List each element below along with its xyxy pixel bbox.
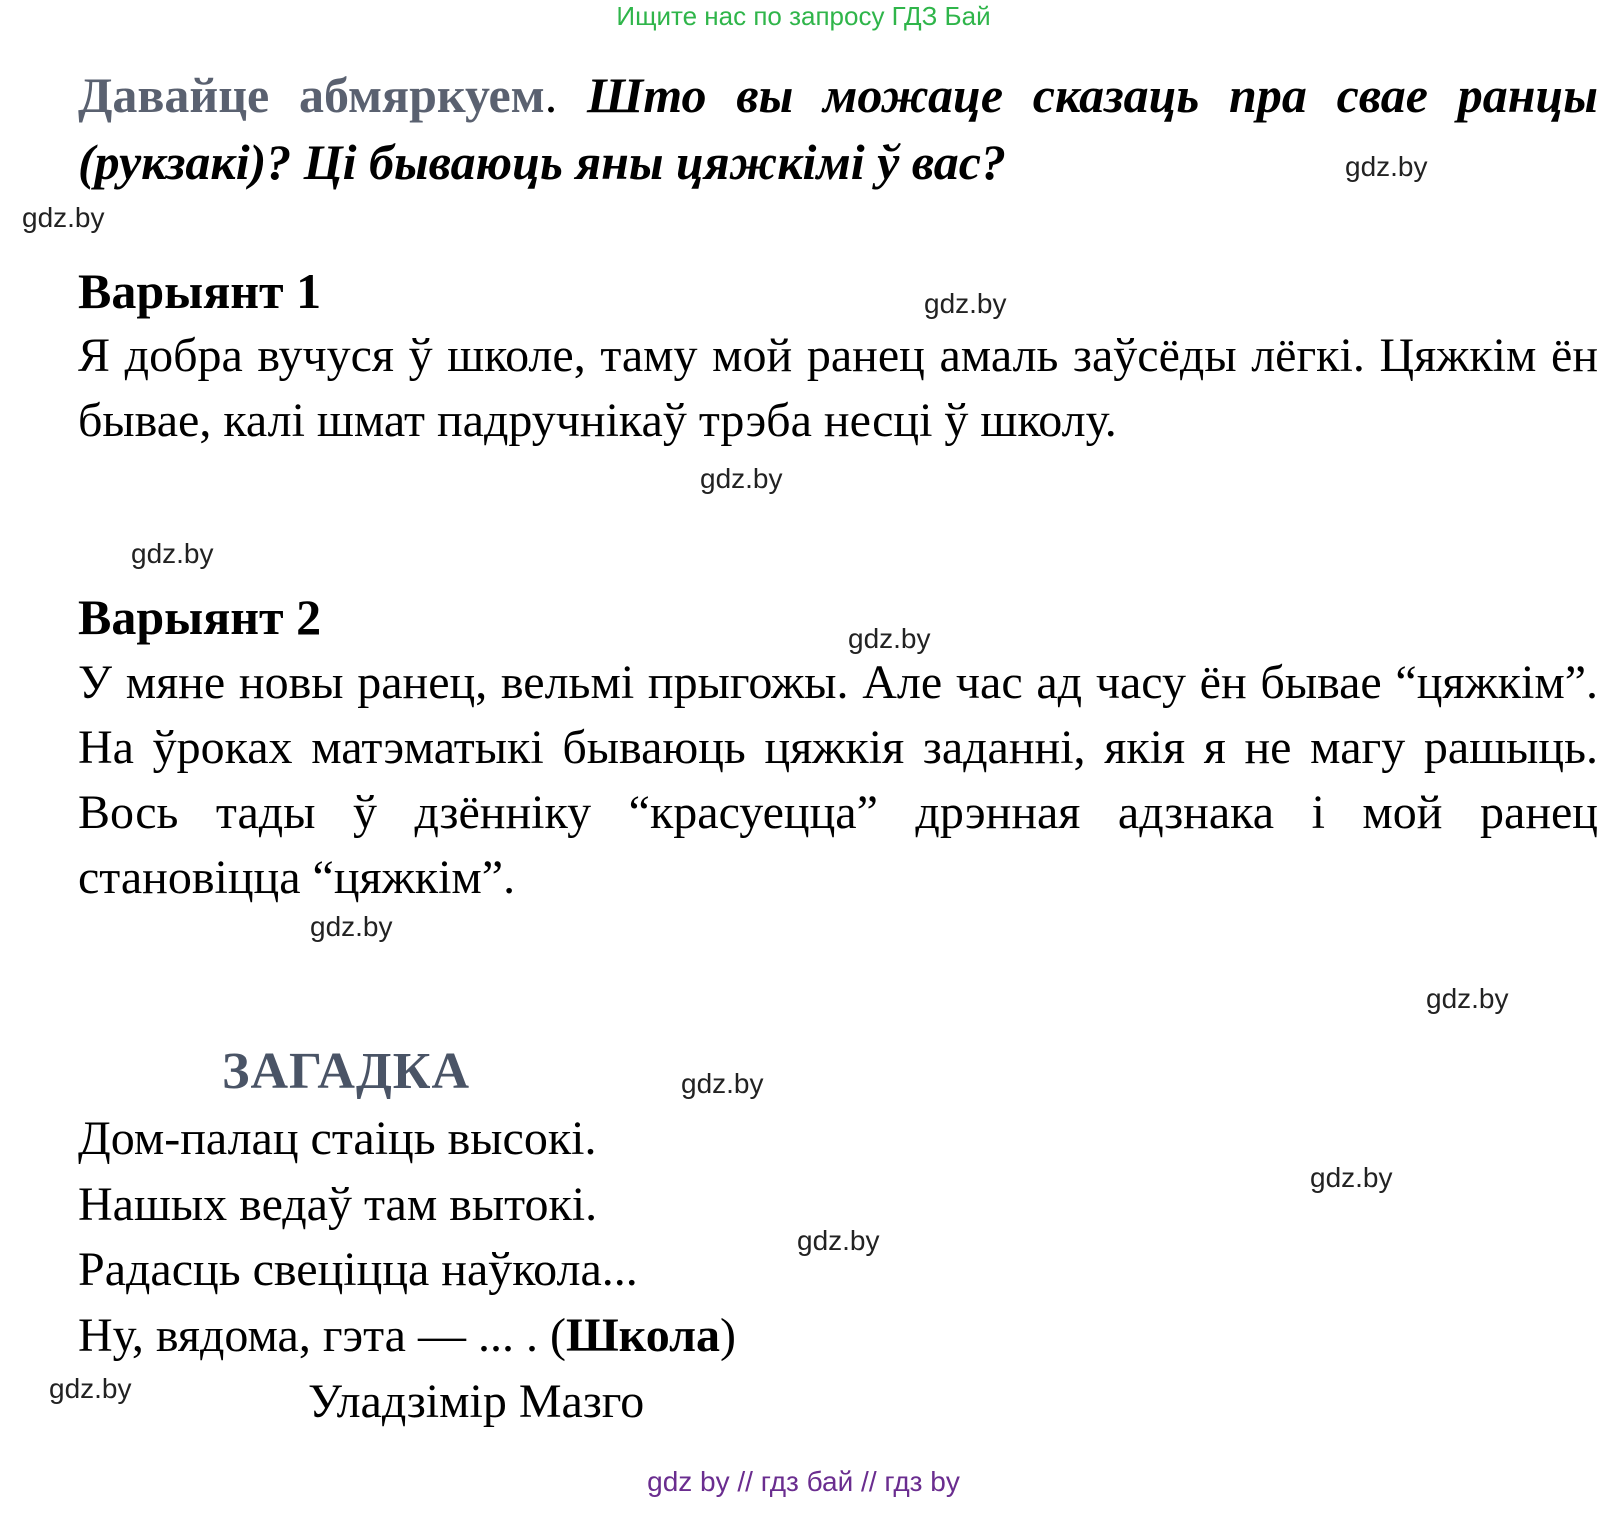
watermark: gdz.by <box>22 202 105 233</box>
watermark: gdz.by <box>310 911 393 942</box>
discussion-separator: . <box>544 67 587 123</box>
watermark: gdz.by <box>848 623 931 654</box>
riddle-title: ЗАГАДКА <box>222 1043 471 1100</box>
riddle-line-4-text: Ну, вядома, гэта — ... . ( <box>78 1309 566 1362</box>
riddle-line-1: Дом-палац стаіць высокі. <box>78 1112 597 1165</box>
top-banner[interactable]: Ищите нас по запросу ГДЗ Бай <box>616 1 991 31</box>
watermark: gdz.by <box>1345 151 1428 182</box>
discussion-lead: Давайце абмяркуем <box>78 67 545 123</box>
variant-1-text: Я добра вучуся ў школе, таму мой ранец амаль заўсёды лёгкі. Цяжкім ён бывае, калі шмат падручнікаў трэба несці ў школу. <box>78 329 1598 447</box>
watermark: gdz.by <box>681 1068 764 1099</box>
riddle-line-2: Нашых ведаў там вытокі. <box>78 1178 598 1231</box>
variant-2-heading: Варыянт 2 <box>78 589 322 645</box>
watermark: gdz.by <box>1310 1162 1393 1193</box>
watermark: gdz.by <box>700 463 783 494</box>
riddle-answer: Школа <box>565 1309 720 1362</box>
riddle-close-paren: ) <box>720 1309 736 1362</box>
discussion-question: Што вы можаце сказаць пра свае ранцы (рукзакі)? Ці бываюць яны цяжкімі ў вас? <box>78 67 1598 190</box>
riddle-author: Уладзімір Мазго <box>308 1375 645 1428</box>
footer-links[interactable]: gdz by // гдз бай // гдз by <box>647 1466 960 1497</box>
variant-2-text: У мяне новы ранец, вельмі прыгожы. Але час ад часу ён бывае “цяжкім”. На ўроках матэматыкі бываюць цяжкія заданні, якія я не магу рашыць. Вось тады ў дзённіку “красуецца” дрэнная адзнака і мой ранец становіцца “цяжкім”. <box>78 656 1598 904</box>
watermark: gdz.by <box>1426 983 1509 1014</box>
watermark: gdz.by <box>49 1373 132 1404</box>
watermark: gdz.by <box>797 1225 880 1256</box>
watermark: gdz.by <box>924 288 1007 319</box>
watermark: gdz.by <box>131 538 214 569</box>
variant-1-heading: Варыянт 1 <box>78 263 322 319</box>
riddle-line-4 <box>78 1309 736 1362</box>
riddle-line-3: Радасць свеціцца наўкола... <box>78 1243 638 1296</box>
